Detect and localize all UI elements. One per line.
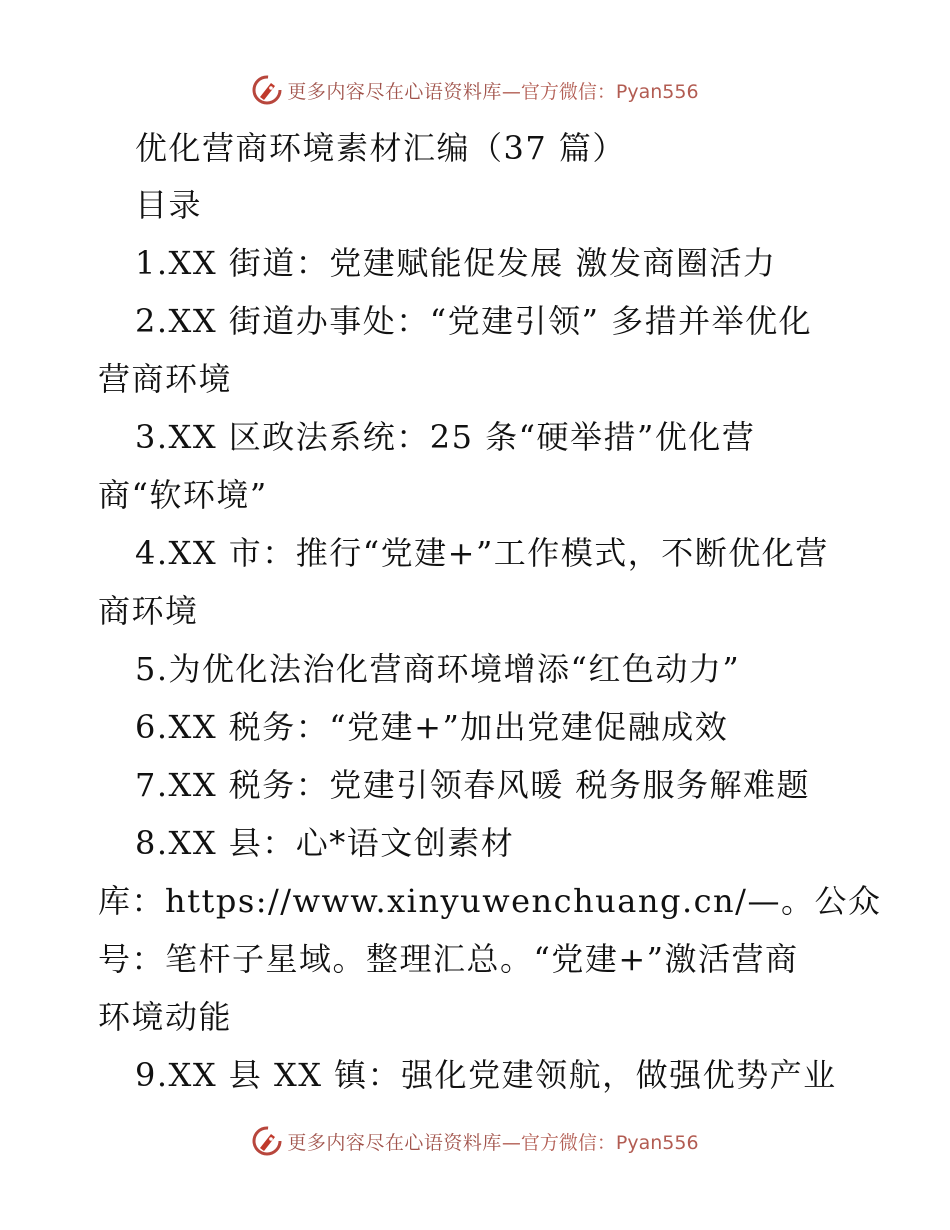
header-watermark-banner: [0, 70, 950, 110]
toc-item-1: 1.XX 街道：党建赋能促发展 激发商圈活力: [135, 244, 777, 282]
contact-text: —官方微信：Pyan556: [501, 80, 699, 103]
document-title: 优化营商环境素材汇编（37 篇）: [135, 129, 626, 167]
toc-item-2-cont: 营商环境: [98, 360, 233, 398]
brand-text: 更多内容尽在心语资料库: [287, 1131, 502, 1154]
contact-text: —官方微信：Pyan556: [501, 1131, 699, 1154]
toc-item-6: 6.XX 税务：“党建+”加出党建促融成效: [135, 708, 729, 746]
toc-item-9: 9.XX 县 XX 镇：强化党建领航，做强优势产业: [135, 1056, 837, 1094]
toc-item-8-cont-1: 库：https://www.xinyuwenchuang.cn/—。公众: [98, 882, 882, 920]
brand-text: 更多内容尽在心语资料库: [287, 80, 502, 103]
toc-item-4-cont: 商环境: [98, 592, 199, 630]
toc-item-3-cont: 商“软环境”: [98, 476, 268, 514]
toc-item-5: 5.为优化法治化营商环境增添“红色动力”: [135, 650, 741, 688]
toc-item-2: 2.XX 街道办事处：“党建引领” 多措并举优化: [135, 302, 813, 340]
pen-nib-logo-icon: [251, 74, 283, 106]
footer-watermark-banner: [0, 1121, 950, 1161]
pen-nib-logo-icon: [251, 1125, 283, 1157]
toc-item-8-cont-2: 号：笔杆子星域。整理汇总。“党建+”激活营商: [98, 940, 799, 978]
toc-item-8: 8.XX 县：心*语文创素材: [135, 824, 515, 862]
toc-item-8-cont-3: 环境动能: [98, 998, 233, 1036]
toc-item-7: 7.XX 税务：党建引领春风暖 税务服务解难题: [135, 766, 810, 804]
toc-item-3: 3.XX 区政法系统：25 条“硬举措”优化营: [135, 418, 756, 456]
toc-item-4: 4.XX 市：推行“党建+”工作模式，不断优化营: [135, 534, 829, 572]
toc-heading: 目录: [135, 186, 203, 224]
